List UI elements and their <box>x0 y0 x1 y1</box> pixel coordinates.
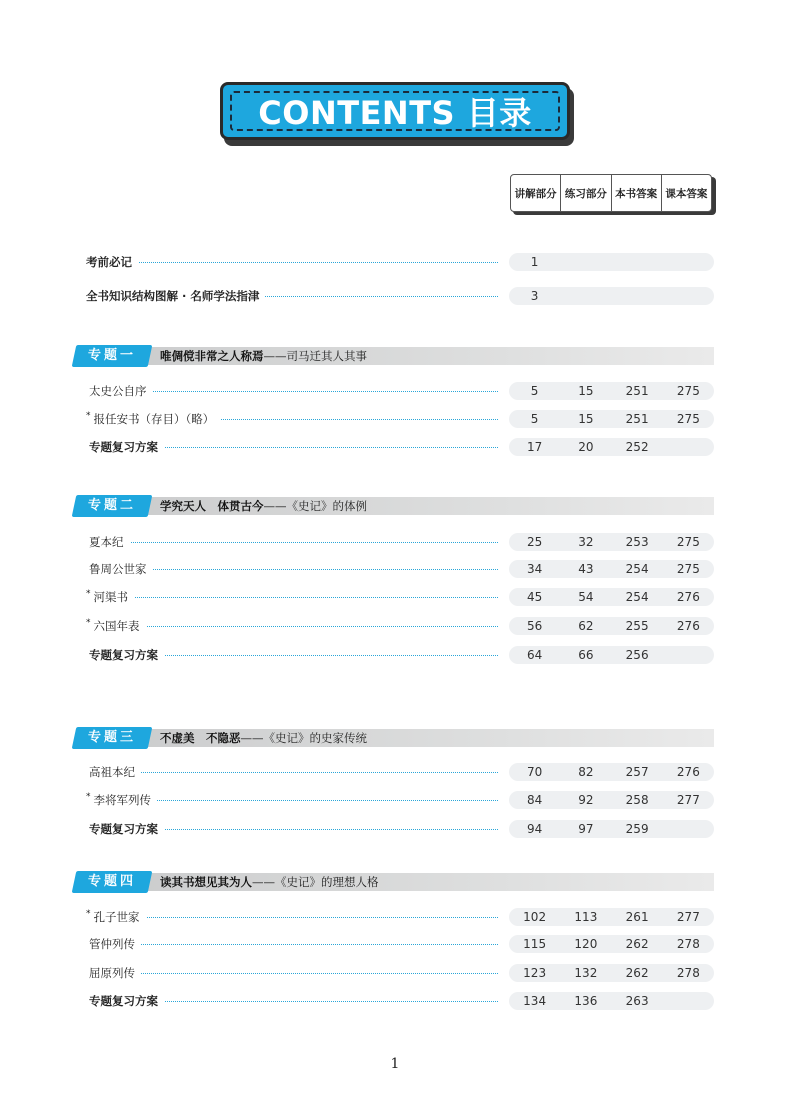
page-practice: 66 <box>578 648 594 662</box>
page-practice: 136 <box>574 994 598 1008</box>
page-practice: 15 <box>578 384 594 398</box>
column-header-practice: 练习部分 <box>561 175 611 211</box>
toc-entry-label: 管仲列传 <box>86 934 141 954</box>
page-explain: 45 <box>526 590 543 604</box>
column-header <box>510 174 712 212</box>
toc-entry[interactable] <box>86 934 714 954</box>
page-textbook-answer: 276 <box>676 619 700 633</box>
toc-entry-pages <box>509 964 714 982</box>
leader-dots <box>86 917 498 918</box>
toc-entry-label: 全书知识结构图解 · 名师学法指津 <box>86 286 265 306</box>
section-header-4 <box>74 871 714 893</box>
page-book-answer: 251 <box>625 384 649 398</box>
column-header-book-answers: 本书答案 <box>612 175 662 211</box>
page-practice: 62 <box>578 619 594 633</box>
optional-star: * <box>86 792 91 802</box>
toc-entry[interactable] <box>86 559 714 579</box>
page-practice: 32 <box>578 535 594 549</box>
page-practice: 113 <box>574 910 598 924</box>
contents-banner <box>220 82 574 146</box>
optional-star: * <box>86 589 91 599</box>
leader-dots <box>86 542 498 543</box>
toc-entry-pages <box>509 438 714 456</box>
leader-dots <box>86 626 498 627</box>
column-header-explain: 讲解部分 <box>511 175 561 211</box>
toc-entry-label: 专题复习方案 <box>86 819 164 839</box>
toc-entry-pages <box>509 253 714 271</box>
section-title <box>160 347 367 365</box>
page-practice: 92 <box>578 793 594 807</box>
page-book-answer: 256 <box>625 648 649 662</box>
toc-entry[interactable] <box>86 286 714 306</box>
page-explain: 34 <box>526 562 543 576</box>
page-book-answer <box>612 253 663 271</box>
page-book-answer: 262 <box>625 937 649 951</box>
page-book-answer: 263 <box>625 994 649 1008</box>
page-explain: 123 <box>523 966 547 980</box>
toc-entry-pages <box>509 791 714 809</box>
toc-entry-label: 考前必记 <box>86 252 138 272</box>
toc-entry-pages <box>509 992 714 1010</box>
page-explain: 102 <box>523 910 547 924</box>
page-explain: 17 <box>526 440 543 454</box>
page-explain: 25 <box>526 535 543 549</box>
page-explain: 84 <box>526 793 543 807</box>
optional-star: * <box>86 618 91 628</box>
page-textbook-answer: 276 <box>676 590 700 604</box>
toc-entry[interactable] <box>86 762 714 782</box>
column-header-textbook-answers: 课本答案 <box>665 187 708 200</box>
page-book-answer: 254 <box>625 562 649 576</box>
toc-entry-label: 夏本纪 <box>86 532 130 552</box>
page-book-answer: 253 <box>625 535 649 549</box>
section-header-1 <box>74 345 714 367</box>
toc-entry[interactable] <box>86 532 714 552</box>
banner-dashed-frame <box>230 91 560 131</box>
leader-dots <box>86 944 498 945</box>
page-practice: 132 <box>574 966 598 980</box>
page-textbook-answer: 275 <box>676 412 700 426</box>
page-practice: 97 <box>578 822 594 836</box>
page-book-answer: 262 <box>625 966 649 980</box>
page-explain: 115 <box>523 937 547 951</box>
section-badge-label: 专题四 <box>87 874 136 889</box>
page-textbook-answer <box>663 646 714 664</box>
toc-entry-label: * 报任安书（存目）（略） <box>86 409 220 429</box>
toc-entry[interactable] <box>86 790 714 810</box>
section-title-sub: ——《史记》的史家传统 <box>240 731 367 745</box>
page-textbook-answer: 275 <box>676 535 700 549</box>
page-textbook-answer: 277 <box>676 910 700 924</box>
leader-dots <box>86 973 498 974</box>
toc-entry-label: 专题复习方案 <box>86 991 164 1011</box>
toc-entry-pages <box>509 560 714 578</box>
section-title-main: 不虚美 不隐恶 <box>160 731 241 745</box>
page-book-answer: 259 <box>625 822 649 836</box>
toc-entry-pages <box>509 588 714 606</box>
toc-entry-label: 专题复习方案 <box>86 437 164 457</box>
page-textbook-answer: 278 <box>676 966 700 980</box>
section-badge-label: 专题一 <box>87 348 136 363</box>
page-textbook-answer <box>663 992 714 1010</box>
page-practice: 120 <box>574 937 598 951</box>
toc-entry-pages <box>509 533 714 551</box>
page-textbook-answer <box>663 287 714 305</box>
page-practice: 43 <box>578 562 594 576</box>
toc-entry-pages <box>509 646 714 664</box>
page-textbook-answer: 278 <box>676 937 700 951</box>
page-explain: 5 <box>530 384 539 398</box>
toc-entry-pages <box>509 617 714 635</box>
page-explain: 134 <box>523 994 547 1008</box>
toc-entry[interactable] <box>86 437 714 457</box>
page-explain: 64 <box>526 648 543 662</box>
page-practice <box>560 253 611 271</box>
page-textbook-answer: 275 <box>676 562 700 576</box>
section-badge-label: 专题二 <box>87 498 136 513</box>
toc-entry-label: 屈原列传 <box>86 963 141 983</box>
page-explain: 70 <box>526 765 543 779</box>
page-book-answer: 261 <box>625 910 649 924</box>
toc-entry-label: * 李将军列传 <box>86 790 157 810</box>
toc-entry-label: * 孔子世家 <box>86 907 146 927</box>
toc-entry-pages <box>509 935 714 953</box>
section-title-sub: ——《史记》的理想人格 <box>252 875 379 889</box>
section-title-main: 读其书想见其为人 <box>160 875 252 889</box>
page-explain: 3 <box>530 289 539 303</box>
toc-entry-label: * 河渠书 <box>86 587 134 607</box>
page-book-answer: 255 <box>625 619 649 633</box>
banner-box <box>220 82 570 140</box>
page-book-answer: 254 <box>625 590 649 604</box>
section-title <box>160 729 367 747</box>
page-explain: 5 <box>530 412 539 426</box>
toc-entry[interactable] <box>86 616 714 636</box>
toc-entry-label: 专题复习方案 <box>86 645 164 665</box>
toc-entry-pages <box>509 382 714 400</box>
leader-dots <box>86 772 498 773</box>
page-practice: 54 <box>578 590 594 604</box>
page-book-answer: 252 <box>625 440 649 454</box>
toc-entry-label: 太史公自序 <box>86 381 153 401</box>
toc-entry[interactable] <box>86 252 714 272</box>
toc-entry[interactable] <box>86 381 714 401</box>
toc-entry[interactable] <box>86 645 714 665</box>
leader-dots <box>86 597 498 598</box>
toc-entry[interactable] <box>86 819 714 839</box>
page-textbook-answer <box>663 253 714 271</box>
page-textbook-answer: 275 <box>676 384 700 398</box>
page-textbook-answer <box>663 438 714 456</box>
section-header-2 <box>74 495 714 517</box>
page-explain: 56 <box>526 619 543 633</box>
optional-star: * <box>86 909 91 919</box>
section-title-sub: ——《史记》的体例 <box>263 499 367 513</box>
page-textbook-answer: 277 <box>676 793 700 807</box>
toc-entry-label: 鲁周公世家 <box>86 559 153 579</box>
toc-entry[interactable] <box>86 587 714 607</box>
toc-entry-pages <box>509 287 714 305</box>
page-book-answer: 258 <box>625 793 649 807</box>
toc-entry[interactable] <box>86 991 714 1011</box>
page-title: CONTENTS 目录 <box>258 94 532 132</box>
toc-entry-pages <box>509 908 714 926</box>
page-practice: 15 <box>578 412 594 426</box>
page-practice <box>560 287 611 305</box>
toc-entry-label: 高祖本纪 <box>86 762 141 782</box>
section-title-main: 学究天人 体贯古今 <box>160 499 264 513</box>
page-explain: 94 <box>526 822 543 836</box>
section-title <box>160 873 379 891</box>
section-badge-label: 专题三 <box>87 730 136 745</box>
section-title-sub: ——司马迁其人其事 <box>263 349 367 363</box>
page-textbook-answer <box>663 820 714 838</box>
leader-dots <box>86 262 498 263</box>
toc-entry[interactable] <box>86 963 714 983</box>
page-book-answer <box>612 287 663 305</box>
section-header-3 <box>74 727 714 749</box>
page-explain: 1 <box>530 255 539 269</box>
section-title <box>160 497 367 515</box>
toc-entry-pages <box>509 763 714 781</box>
page-book-answer: 251 <box>625 412 649 426</box>
page-practice: 82 <box>578 765 594 779</box>
optional-star: * <box>86 411 91 421</box>
toc-entry-pages <box>509 410 714 428</box>
page-book-answer: 257 <box>625 765 649 779</box>
toc-entry[interactable] <box>86 907 714 927</box>
page-practice: 20 <box>578 440 594 454</box>
toc-entry-label: * 六国年表 <box>86 616 146 636</box>
section-title-main: 唯倜傥非常之人称焉 <box>160 349 264 363</box>
page-textbook-answer: 276 <box>676 765 700 779</box>
toc-entry[interactable] <box>86 409 714 429</box>
page-number: 1 <box>390 1056 400 1072</box>
toc-entry-pages <box>509 820 714 838</box>
